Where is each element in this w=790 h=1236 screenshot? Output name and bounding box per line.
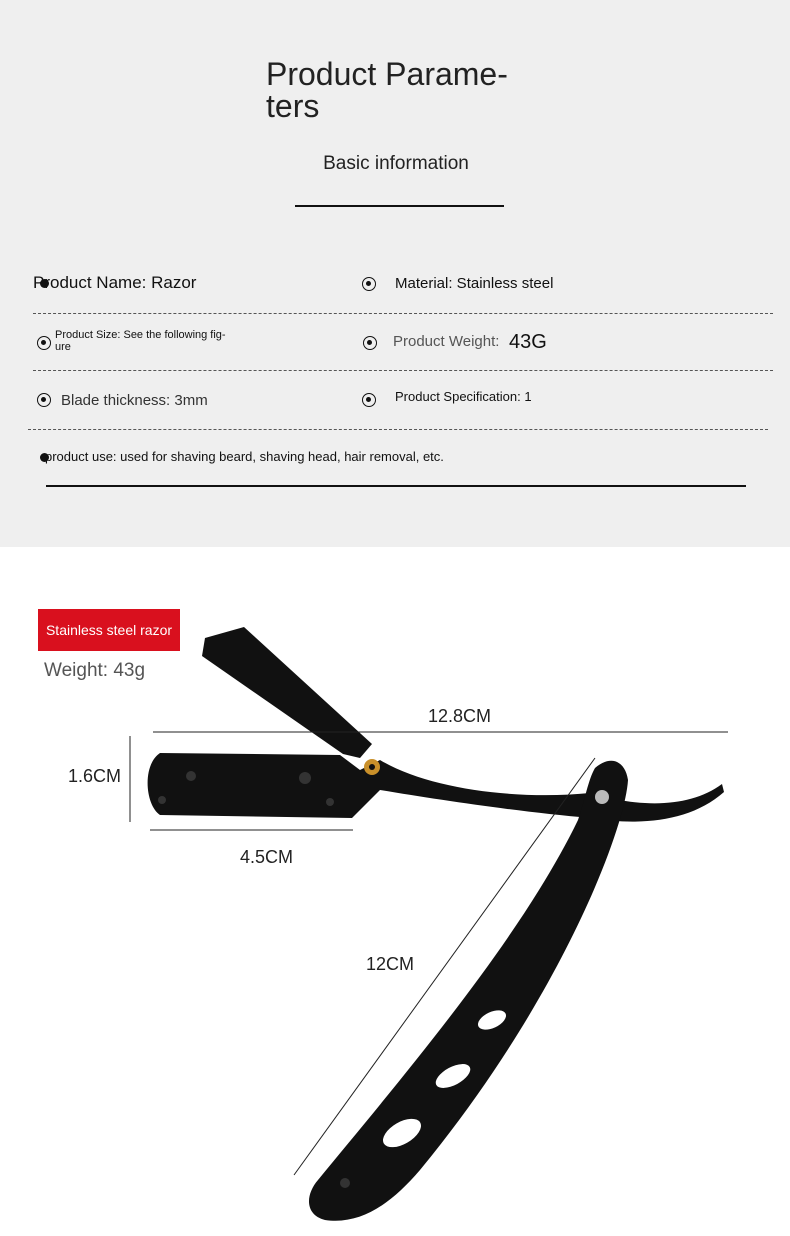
product-size-line-2: ure <box>55 341 71 353</box>
razor-diagram <box>0 547 790 1236</box>
section-bottom-rule <box>46 485 746 487</box>
title-line-1: Product Parame- <box>266 56 508 92</box>
product-size <box>55 329 226 353</box>
head-rivet <box>326 798 334 806</box>
bullet-icon <box>362 393 376 407</box>
product-use: product use: used for shaving beard, shaving head, hair removal, etc. <box>45 449 444 464</box>
row-divider <box>28 429 768 430</box>
product-size-line-1: Product Size: See the following fig- <box>55 329 226 341</box>
product-specification: Product Specification: 1 <box>395 389 532 404</box>
bullet-icon <box>363 336 377 350</box>
head-rivet <box>158 796 166 804</box>
row-divider <box>33 370 773 371</box>
row-divider <box>33 313 773 314</box>
product-weight-label: Product Weight: <box>393 333 500 350</box>
title-line-2: ters <box>266 88 320 124</box>
head-rivet <box>186 771 196 781</box>
bullet-icon <box>362 277 376 291</box>
weight-caption: Weight: 43g <box>44 660 146 681</box>
product-weight-value: 43G <box>509 331 547 353</box>
product-parameters-panel <box>0 0 790 547</box>
head-rivet <box>299 772 311 784</box>
dimension-handle-length: 12CM <box>366 954 415 974</box>
pivot-screw <box>595 790 609 804</box>
page-title <box>266 58 526 122</box>
razor-blade <box>202 627 372 758</box>
bullet-icon <box>37 393 51 407</box>
dimension-total: 12.8CM <box>428 706 492 726</box>
section-subtitle: Basic information <box>323 153 469 174</box>
blade-thickness: Blade thickness: 3mm <box>61 392 208 409</box>
pivot-screw-center <box>369 764 375 770</box>
handle-rivet <box>340 1178 350 1188</box>
dimension-handle-width: 4.5CM <box>240 847 294 867</box>
dimension-height: 1.6CM <box>68 766 122 786</box>
material: Material: Stainless steel <box>395 275 554 292</box>
razor-head <box>148 753 724 822</box>
bullet-icon <box>37 336 51 350</box>
razor-handle <box>309 761 628 1221</box>
product-name: Product Name: Razor <box>33 273 197 292</box>
material-badge: Stainless steel razor <box>38 609 180 651</box>
subtitle-underline <box>295 205 504 207</box>
